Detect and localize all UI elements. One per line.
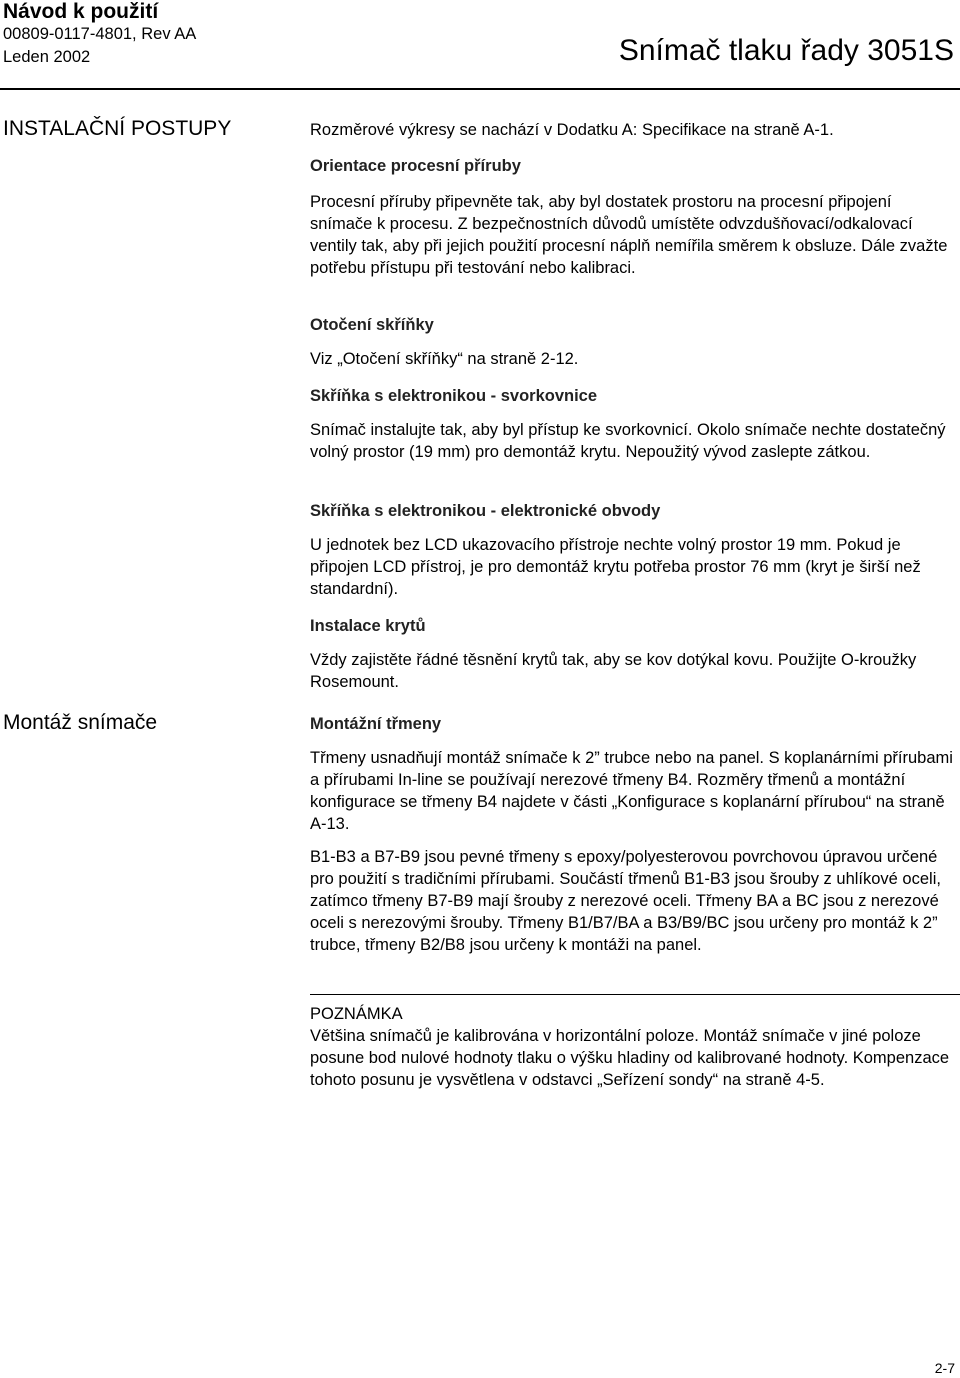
document-date: Leden 2002 — [3, 48, 91, 66]
header-divider — [0, 88, 960, 90]
document-title: Návod k použití — [3, 0, 159, 23]
subheading-electronics-side: Skříňka s elektronikou - elektronické obvody — [310, 502, 661, 520]
cover-installation-paragraph: Vždy zajistěte řádné těsnění krytů tak, aby se kov dotýkal kovu. Použijte O-kroužky Rosemount. — [310, 651, 917, 691]
subheading-cover-installation: Instalace krytů — [310, 617, 426, 635]
section-heading-mounting: Montáž snímače — [3, 711, 158, 734]
subheading-housing-rotation: Otočení skříňky — [310, 316, 434, 334]
terminal-side-paragraph: Snímač instalujte tak, aby byl přístup ke svorkovnicí. Okolo snímače nechte dostatečný volný prostor (19 mm) pro demontáž krytu. Nepoužitý vývod zaslepte zátkou. — [310, 421, 946, 461]
electronics-side-paragraph: U jednotek bez LCD ukazovacího přístroje nechte volný prostor 19 mm. Pokud je připojen LCD přístroj, je pro demontáž krytu potřeba prostor 76 mm (kryt je širší než standardní). — [310, 536, 921, 598]
mounting-brackets-paragraph-1: Třmeny usnadňují montáž snímače k 2” trubce nebo na panel. S koplanárními přírubami a přírubami In-line se používají nerezové třmeny B4. Rozměry třmenů a montážní konfigurace se třmeny B4 najdete v části „Konfigurace s koplanární přírubou“ na straně A-13. — [310, 749, 953, 833]
subheading-flange-orientation: Orientace procesní příruby — [310, 157, 521, 175]
subheading-mounting-brackets: Montážní třmeny — [310, 715, 442, 733]
mounting-brackets-paragraph-2: B1-B3 a B7-B9 jsou pevné třmeny s epoxy/polyesterovou povrchovou úpravou určené pro použití s tradičními přírubami. Součástí třmenů B1-B3 jsou šrouby z uhlíkové oceli, zatímco třmeny B7-B9 mají šrouby z nerezové oceli. Třmeny BA a BC jsou z nerezové oceli s nerezovými šrouby. Třmeny B1/B7/BA a B3/B9/BC jsou určeny pro montáž k 2” trubce, třmeny B2/B8 jsou určeny k montáži na panel. — [310, 848, 941, 954]
product-title: Snímač tlaku řady 3051S — [618, 34, 954, 67]
dimension-reference-paragraph: Rozměrové výkresy se nachází v Dodatku A: Specifikace na straně A-1. — [310, 121, 834, 139]
page-number: 2-7 — [934, 1360, 955, 1376]
housing-rotation-paragraph: Viz „Otočení skříňky“ na straně 2-12. — [310, 350, 579, 368]
flange-orientation-paragraph: Procesní příruby připevněte tak, aby byl dostatek prostoru na procesní připojení snímače k procesu. Z bezpečnostních důvodů umístěte odvzdušňovací/odkalovací ventily tak, aby při jejich použití procesní náplň nemířila směrem k obsluze. Dále zvažte potřebu přístupu při testování nebo kalibraci. — [310, 193, 948, 277]
note-text: Většina snímačů je kalibrována v horizontální poloze. Montáž snímače v jiné poloze posune bod nulové hodnoty tlaku o výšku hladiny od kalibrované hodnoty. Kompenzace tohoto posunu je vysvětlena v odstavci „Seřízení sondy“ na straně 4-5. — [310, 1027, 950, 1089]
note-label: POZNÁMKA — [310, 1005, 403, 1023]
note-divider — [310, 994, 960, 995]
document-number: 00809-0117-4801, Rev AA — [3, 25, 197, 43]
subheading-terminal-side: Skříňka s elektronikou - svorkovnice — [310, 387, 598, 405]
section-heading-install: INSTALAČNÍ POSTUPY — [3, 117, 232, 140]
